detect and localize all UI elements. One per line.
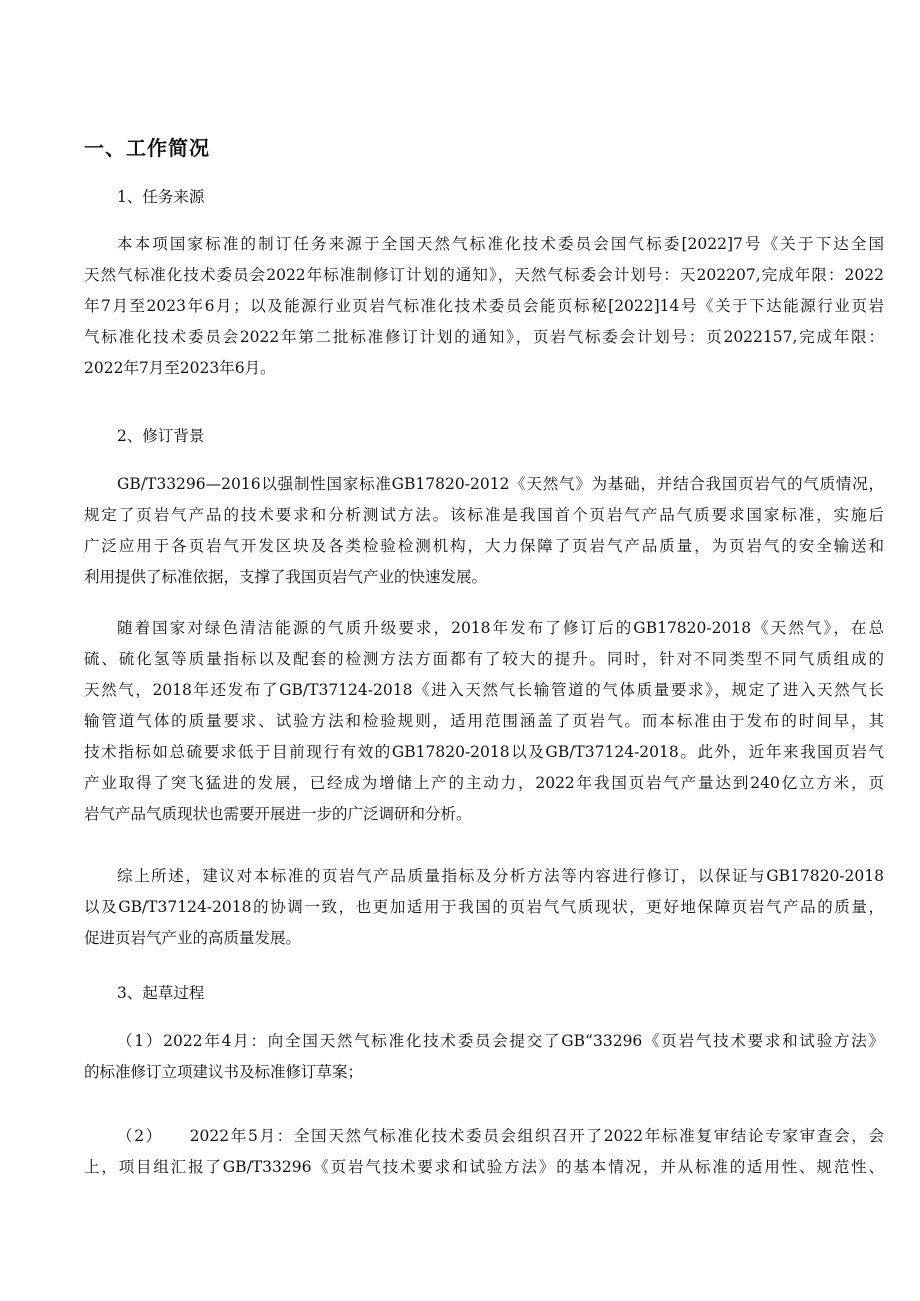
text-line: 利用提供了标准依据，支撑了我国页岩气产业的快速发展。 bbox=[84, 568, 488, 586]
text-line: （1）2022年4月：向全国天然气标准化技术委员会提交了GB“33296《页岩气技术要求和试验方法》 bbox=[117, 1032, 884, 1050]
text-line: 广泛应用于各页岩气开发区块及各类检验检测机构，大力保障了页岩气产品质量，为页岩气的安全输送和 bbox=[84, 537, 884, 555]
paragraph-background-2 bbox=[84, 613, 884, 830]
heading-drafting-process: 3、起草过程 bbox=[117, 984, 205, 1002]
heading-revision-background: 2、修订背景 bbox=[117, 427, 205, 445]
text-line: 综上所述，建议对本标准的页岩气产品质量指标及分析方法等内容进行修订，以保证与GB17820-2018 bbox=[117, 867, 884, 885]
paragraph-background-1 bbox=[84, 469, 884, 593]
text-line: 天然气，2018年还发布了GB/T37124-2018《进入天然气长输管道的气体质量要求》，规定了进入天然气长 bbox=[84, 681, 884, 699]
paragraph-drafting-item-2 bbox=[84, 1121, 884, 1183]
text-line: 输管道气体的质量要求、试验方法和检验规则，适用范围涵盖了页岩气。而本标准由于发布的时间早，其 bbox=[84, 712, 884, 730]
text-line: 的标准修订立项建议书及标准修订草案； bbox=[84, 1063, 364, 1081]
text-line: 年7月至2023年6月；以及能源行业页岩气标准化技术委员会能页标秘[2022]14号《关于下达能源行业页岩 bbox=[84, 297, 884, 315]
text-line: 产业取得了突飞猛进的发展，已经成为增储上产的主动力，2022年我国页岩气产量达到240亿立方米，页 bbox=[84, 774, 884, 792]
text-line: 技术指标如总硫要求低于目前现行有效的GB17820-2018以及GB/T37124-2018。此外，近年来我国页岩气 bbox=[84, 743, 884, 761]
text-line: 规定了页岩气产品的技术要求和分析测试方法。该标准是我国首个页岩气产品气质要求国家标准，实施后 bbox=[84, 506, 884, 524]
text-line: 促进页岩气产业的高质量发展。 bbox=[84, 929, 302, 947]
paragraph-background-3 bbox=[84, 861, 884, 954]
text-line: 天然气标准化技术委员会2022年标准制修订计划的通知》，天然气标委会计划号：天202207,完成年限：2022 bbox=[84, 266, 884, 284]
text-line: 硫、硫化氢等质量指标以及配套的检测方法方面都有了较大的提升。同时，针对不同类型不同气质组成的 bbox=[84, 650, 884, 668]
text-line: 上，项目组汇报了GB/T33296《页岩气技术要求和试验方法》的基本情况，并从标准的适用性、规范性、 bbox=[84, 1158, 884, 1176]
section-title-work-overview: 一、工作简况 bbox=[84, 136, 210, 160]
text-line: GB/T33296—2016以强制性国家标准GB17820-2012《天然气》为基础，并结合我国页岩气的气质情况， bbox=[117, 475, 884, 493]
text-line: 本本项国家标准的制订任务来源于全国天然气标准化技术委员会国气标委[2022]7号《关于下达全国 bbox=[117, 235, 884, 253]
paragraph-drafting-item-1 bbox=[84, 1026, 884, 1088]
text-line: 以及GB/T37124-2018的协调一致，也更加适用于我国的页岩气气质现状，更好地保障页岩气产品的质量， bbox=[84, 898, 884, 916]
paragraph-task-source bbox=[84, 229, 884, 384]
text-line: （2） 2022年5月：全国天然气标准化技术委员会组织召开了2022年标准复审结论专家审查会，会 bbox=[117, 1127, 884, 1145]
heading-task-source: 1、任务来源 bbox=[117, 188, 205, 206]
text-line: 岩气产品气质现状也需要开展进一步的广泛调研和分析。 bbox=[84, 805, 472, 823]
text-line: 气标准化技术委员会2022年第二批标准修订计划的通知》，页岩气标委会计划号：页2022157,完成年限： bbox=[84, 328, 884, 346]
text-line: 2022年7月至2023年6月。 bbox=[84, 359, 276, 377]
text-line: 随着国家对绿色清洁能源的气质升级要求，2018年发布了修订后的GB17820-2018《天然气》，在总 bbox=[117, 619, 884, 637]
